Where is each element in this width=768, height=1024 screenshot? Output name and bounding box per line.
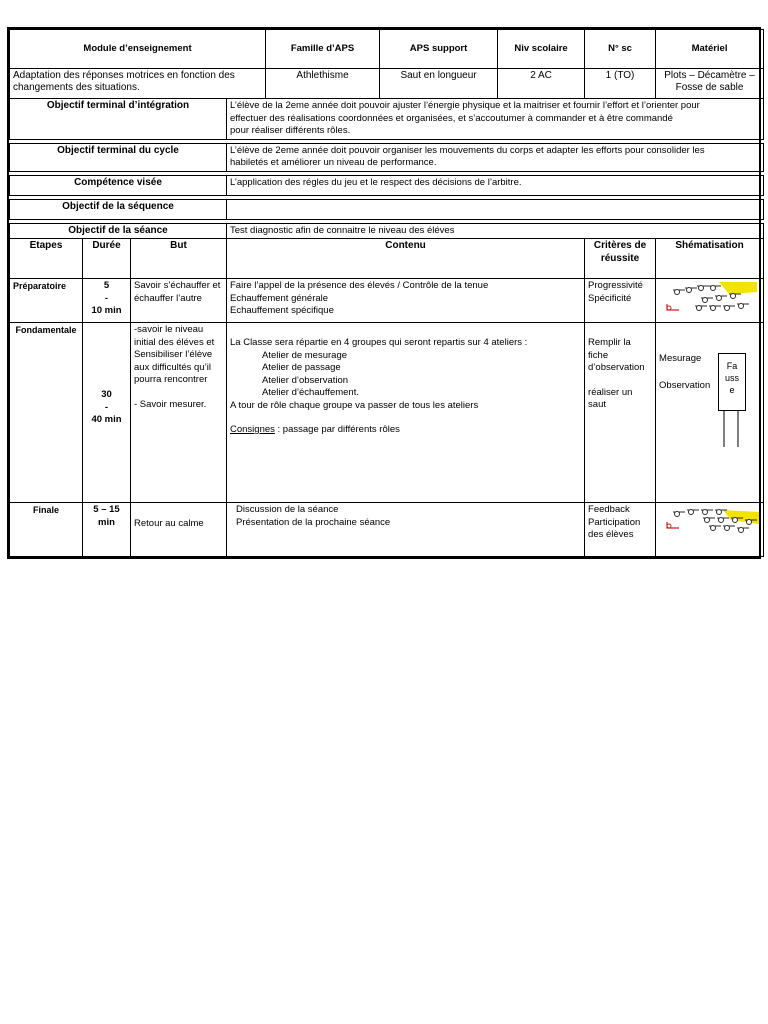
col-schema: Shématisation	[656, 239, 764, 279]
header-row	[10, 30, 764, 69]
fosse-line: Fa	[726, 361, 738, 371]
info-row	[10, 69, 764, 99]
header-module: Module d’enseignement	[10, 30, 266, 69]
lesson-plan-table	[9, 29, 764, 557]
fosse-line: e	[729, 385, 735, 395]
runway-lines-icon	[718, 411, 748, 451]
otc-text-line-2: habiletés et améliorer un niveau de performance.	[230, 157, 437, 168]
duree-line: 10 min	[91, 305, 122, 316]
otc-text	[227, 143, 764, 171]
step-schema	[656, 503, 764, 557]
critere-line: Participation	[588, 516, 641, 528]
info-famille: Athlethisme	[266, 69, 380, 99]
contenu-line: Discussion de la séance	[236, 504, 339, 515]
step-criteres	[585, 503, 656, 557]
oti-text	[227, 99, 764, 140]
competence-label: Compétence visée	[10, 175, 227, 195]
step-contenu	[227, 503, 585, 557]
step-contenu	[227, 323, 585, 503]
but-line: -savoir le niveau initial des éléves et Sensibiliser l’élève aux difficultés qu’il pourra rencontrer	[134, 324, 215, 385]
step-duree	[83, 279, 131, 323]
oti-text-line-3: pour réaliser différents rôles.	[230, 125, 351, 136]
competence-row	[10, 175, 764, 195]
header-materiel: Matériel	[656, 30, 764, 69]
info-module: Adaptation des réponses motrices en fonction des changements des situations.	[10, 69, 266, 99]
competence-text: L’application des régles du jeu et le respect des décisions de l’arbitre.	[227, 175, 764, 195]
consignes-label: Consignes	[230, 424, 275, 435]
step-but: Savoir s’échauffer et échauffer l’autre	[131, 279, 227, 323]
critere-line: Progressivité	[588, 280, 643, 291]
oti-text-line-1: L’élève de la 2eme année doit pouvoir ajuster l’énergie physique et la maitriser et fournir l’effort et l’orienter pour	[230, 100, 700, 111]
oti-text-line-2: effectuer des réalisations coordonnées et organisées, et s’accoutumer à commander et à être commandé	[230, 112, 673, 124]
duree-line: 30	[101, 389, 112, 400]
fosse-line: uss	[725, 373, 740, 383]
step-duree	[83, 503, 131, 557]
contenu-intro: La Classe sera répartie en 4 groupes qui seront repartis sur 4 ateliers :	[230, 337, 528, 348]
critere-line: Spécificité	[588, 292, 632, 304]
sequence-label: Objectif de la séquence	[10, 199, 227, 219]
sand-pit-box	[718, 353, 746, 411]
step-row-preparatoire	[10, 279, 764, 323]
info-aps-support: Saut en longueur	[380, 69, 498, 99]
contenu-line: Echauffement générale	[230, 292, 329, 304]
duree-line: 5	[103, 280, 110, 291]
atelier-item: Atelier d’échauffement.	[262, 387, 359, 398]
seance-label: Objectif de la séance	[10, 223, 227, 239]
col-contenu: Contenu	[227, 239, 585, 279]
info-numero: 1 (TO)	[585, 69, 656, 99]
atelier-item: Atelier de passage	[262, 362, 341, 373]
otc-row	[10, 143, 764, 171]
cooldown-cones-sketch-icon	[659, 504, 763, 538]
duree-line: 40 min	[91, 414, 122, 425]
oti-label: Objectif terminal d’intégration	[10, 99, 227, 140]
schema-mesurage: Mesurage	[659, 353, 702, 364]
contenu-rotation: A tour de rôle chaque groupe va passer de tous les ateliers	[230, 399, 479, 411]
step-but	[131, 323, 227, 503]
critere-line: Remplir la fiche d’observation	[588, 337, 645, 373]
duree-line: min	[98, 516, 115, 528]
step-contenu	[227, 279, 585, 323]
schema-observation: Observation	[659, 380, 711, 391]
sequence-text	[227, 199, 764, 219]
critere-line: réaliser un saut	[588, 386, 633, 410]
step-schema	[656, 323, 764, 503]
contenu-line: Echauffement spécifique	[230, 305, 334, 316]
oti-row	[10, 99, 764, 140]
step-row-fondamentale	[10, 323, 764, 503]
step-etape: Préparatoire	[10, 279, 83, 323]
step-criteres	[585, 279, 656, 323]
seance-text: Test diagnostic afin de connaitre le niveau des éléves	[227, 223, 764, 239]
critere-line: des élèves	[588, 529, 634, 540]
consignes	[230, 424, 581, 437]
step-duree	[83, 323, 131, 503]
step-row-finale	[10, 503, 764, 557]
col-but: But	[131, 239, 227, 279]
header-numero: N° sc	[585, 30, 656, 69]
col-duree: Durée	[83, 239, 131, 279]
contenu-line: Présentation de la prochaine séance	[236, 516, 391, 528]
atelier-item: Atelier d’observation	[262, 374, 349, 386]
step-etape: Finale	[10, 503, 83, 557]
warmup-cones-sketch-icon	[659, 280, 759, 318]
header-famille: Famille d’APS	[266, 30, 380, 69]
duree-line: -	[104, 292, 109, 304]
step-schema	[656, 279, 764, 323]
col-criteres: Critères de réussite	[585, 239, 656, 279]
header-aps-support: APS support	[380, 30, 498, 69]
consignes-text: : passage par différents rôles	[274, 424, 400, 435]
sequence-row	[10, 199, 764, 219]
otc-text-line-1: L’élève de 2eme année doit pouvoir organiser les mouvements du corps et adapter les efforts pour consolider les	[230, 144, 705, 156]
seance-row	[10, 223, 764, 239]
critere-line: Feedback	[588, 504, 630, 515]
info-niv-scolaire: 2 AC	[498, 69, 585, 99]
otc-label: Objectif terminal du cycle	[10, 143, 227, 171]
atelier-item: Atelier de mesurage	[262, 349, 348, 361]
step-etape: Fondamentale	[10, 323, 83, 503]
header-niv-scolaire: Niv scolaire	[498, 30, 585, 69]
steps-header-row	[10, 239, 764, 279]
step-but: Retour au calme	[131, 503, 227, 557]
duree-line: -	[104, 401, 109, 413]
step-criteres	[585, 323, 656, 503]
but-line: - Savoir mesurer.	[134, 398, 207, 410]
duree-line: 5 – 15	[93, 504, 120, 515]
lesson-plan-sheet	[7, 27, 761, 559]
info-materiel: Plots – Décamètre – Fosse de sable	[656, 69, 764, 99]
contenu-line: Faire l’appel de la présence des élevés / Contrôle de la tenue	[230, 280, 489, 291]
col-etapes: Etapes	[10, 239, 83, 279]
